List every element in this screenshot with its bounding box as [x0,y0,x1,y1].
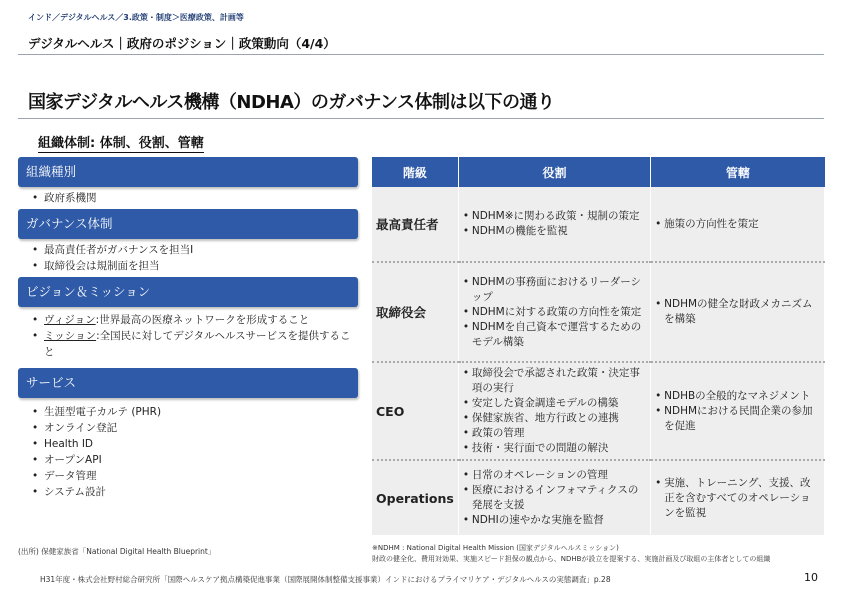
header-divider [18,54,824,55]
list-item: • NDHM※に関わる政策・規制の策定 [463,209,646,224]
vision-mission-list [18,307,358,368]
breadcrumb: インド／デジタルヘルス／3.政策・制度＞医療政策、計画等 [28,13,244,22]
list-item: • 取締役会で承認された政策・決定事項の実行 [463,366,646,396]
footnote-line: ※NDHM : National Digital Health Mission (国家デジタルヘルスミッション) [372,544,619,552]
jurisdiction-cell [651,187,825,262]
table-row [372,362,825,460]
list-item: • システム設計 [32,484,358,500]
list-item: • NDHBの全般的なマネジメント [655,389,820,404]
table-row [372,187,825,262]
list-item [32,328,358,360]
list-item: • 実施、トレーニング、支援、改正を含むすべてのオペレーションを監視 [655,476,820,521]
mission-text: :全国民に対してデジタルヘルスサービスを提供すること [44,330,351,358]
list-item: • 日常のオペレーションの管理 [463,468,646,483]
list-item: • 技術・実行面での問題の解決 [463,441,646,456]
list-item: • 取締役会は規制面を担当 [32,258,358,274]
vision-mission-header: ビジョン＆ミッション [18,277,358,307]
level-cell: Operations [372,460,458,535]
vision-term: ヴィジョン [44,314,96,326]
list-item: • NDHMに対する政策の方向性を策定 [463,305,646,320]
list-item: • Health ID [32,436,358,452]
list-item: • 政府系機関 [32,190,358,206]
list-item: • 政策の管理 [463,426,646,441]
list-item: • 保健家族省、地方行政との連携 [463,411,646,426]
list-item: • NDHMの事務面におけるリーダーシップ [463,275,646,305]
jurisdiction-cell [651,362,825,460]
vision-text: :世界最高の医療ネットワークを形成すること [95,314,310,326]
section-title: デジタルヘルス｜政府のポジション｜政策動向（4/4） [28,36,336,51]
footer-citation: H31年度・株式会社野村総合研究所「国際ヘルスケア拠点構築促進事業（国際展開体制整備支援事業）インドにおけるプライマリケア・デジタルヘルスの実態調査」p.28 [40,575,611,584]
role-cell [458,262,650,362]
level-cell: CEO [372,362,458,460]
role-cell [458,187,650,262]
page-title: 国家デジタルヘルス機構（NDHA）のガバナンス体制は以下の通り [28,92,555,113]
column-header-level: 階級 [372,157,458,187]
list-item: • 施策の方向性を策定 [655,217,820,232]
list-item: • NDHMにおける民間企業の参加を促進 [655,404,820,434]
mission-term: ミッション [44,330,97,342]
list-item: • NDHMの機能を監視 [463,224,646,239]
table-header-row [372,157,825,187]
governance-header: ガバナンス体制 [18,209,358,239]
jurisdiction-cell [651,460,825,535]
table-row [372,460,825,535]
list-item: • NDHMを自己資本で運営するためのモデル構築 [463,320,646,350]
page-number: 10 [804,571,818,584]
list-item: • 医療におけるインフォマティクスの発展を支援 [463,483,646,513]
footnote-line: 財政の健全化、費用対効果、実施スピード担保の観点から、NDHBが設立を提案する、実施計画及び取組の主体者としての組織 [372,555,771,563]
list-item: • 生涯型電子カルテ (PHR) [32,404,358,420]
table-row [372,262,825,362]
org-type-header: 組織種別 [18,157,358,187]
column-header-role: 役割 [458,157,650,187]
list-item: • NDHMの健全な財政メカニズムを構築 [655,297,820,327]
list-item: • オープンAPI [32,452,358,468]
governance-list [18,239,358,277]
role-cell [458,460,650,535]
jurisdiction-cell [651,262,825,362]
list-item: • NDHIの速やかな実施を監督 [463,513,646,528]
subheading: 組織体制: 体制、役割、管轄 [38,132,204,153]
level-cell: 取締役会 [372,262,458,362]
list-item [32,312,358,328]
source-note: (出所) 保健家族省「National Digital Health Blueprint」 [18,547,216,556]
list-item: • 安定した資金調達モデルの構築 [463,396,646,411]
services-header: サービス [18,368,358,398]
list-item: • オンライン登記 [32,420,358,436]
column-header-jurisdiction: 管轄 [651,157,825,187]
footnote [372,543,770,565]
governance-table [372,157,825,535]
list-item: • 最高責任者がガバナンスを担当I [32,242,358,258]
services-list [18,398,358,503]
overview-panel [18,157,358,503]
org-type-list [18,187,358,209]
list-item: • データ管理 [32,468,358,484]
level-cell: 最高責任者 [372,187,458,262]
title-divider [18,118,824,119]
role-cell [458,362,650,460]
